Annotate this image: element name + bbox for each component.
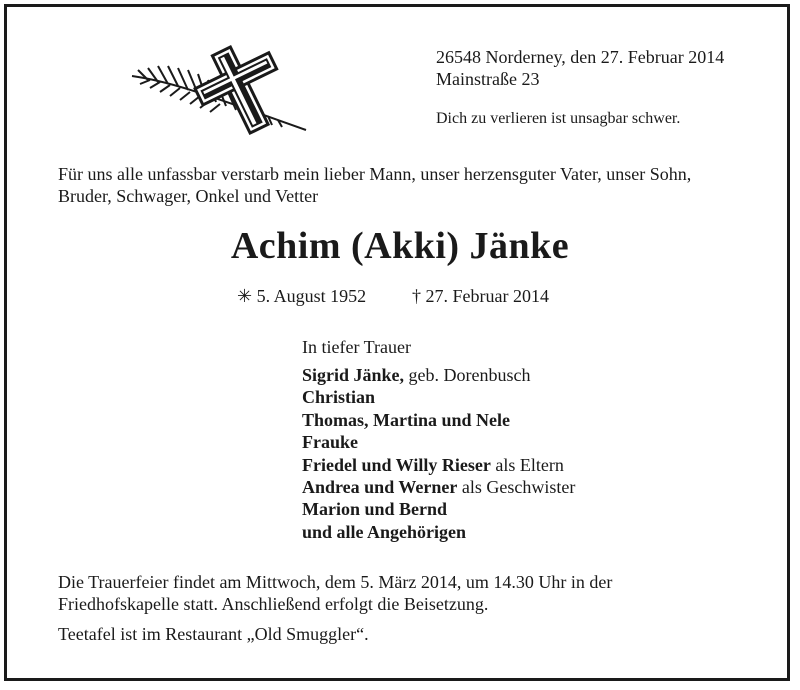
service-line-1: Die Trauerfeier findet am Mittwoch, dem 5. März 2014, um 14.30 Uhr in der xyxy=(58,572,613,592)
mourner-names: und alle Angehörigen xyxy=(302,521,467,542)
mourner-names: Marion und Bernd xyxy=(302,499,448,520)
mourner-entry xyxy=(302,454,575,476)
tea-gathering-info: Teetafel ist im Restaurant „Old Smuggler“. xyxy=(58,624,369,644)
mourner-names: Friedel und Willy Rieser xyxy=(302,454,491,475)
mourner-entry xyxy=(302,431,575,453)
cross-with-palm-frond-icon xyxy=(126,42,312,136)
mourner-entry xyxy=(302,521,575,543)
birth-date: ✳ 5. August 1952 xyxy=(237,286,367,306)
mourner-names: Sigrid Jänke, xyxy=(302,365,405,385)
mourner-names: Frauke xyxy=(302,432,358,453)
mourner-note: geb. Dorenbusch xyxy=(404,365,531,385)
funeral-service-info xyxy=(58,571,758,615)
intro-line-2: Bruder, Schwager, Onkel und Vetter xyxy=(58,186,319,206)
mourner-entry xyxy=(302,409,575,431)
mourner-names: Thomas, Martina und Nele xyxy=(302,409,511,430)
street: Mainstraße 23 xyxy=(436,69,540,89)
mourner-entry xyxy=(302,476,575,498)
intro-text xyxy=(58,163,758,207)
mourning-heading: In tiefer Trauer xyxy=(302,337,411,357)
mourners-list xyxy=(302,364,575,543)
service-line-2: Friedhofskapelle statt. Anschließend erfolgt die Beisetzung. xyxy=(58,594,489,614)
sender-address xyxy=(436,46,724,90)
mourner-note: als Eltern xyxy=(490,454,564,475)
intro-line-1: Für uns alle unfassbar verstarb mein lieber Mann, unser herzensguter Vater, unser Sohn, xyxy=(58,164,692,184)
mourner-entry xyxy=(302,386,575,408)
motto: Dich zu verlieren ist unsagbar schwer. xyxy=(436,110,681,127)
mourner-entry xyxy=(302,498,575,520)
mourner-entry xyxy=(302,364,575,386)
death-date: † 27. Februar 2014 xyxy=(412,286,549,306)
location-date: 26548 Norderney, den 27. Februar 2014 xyxy=(436,47,725,67)
mourner-names: Christian xyxy=(302,387,376,408)
deceased-name: Achim (Akki) Jänke xyxy=(230,225,570,267)
mourner-note: als Geschwister xyxy=(457,477,576,498)
mourner-names: Andrea und Werner xyxy=(302,477,458,498)
